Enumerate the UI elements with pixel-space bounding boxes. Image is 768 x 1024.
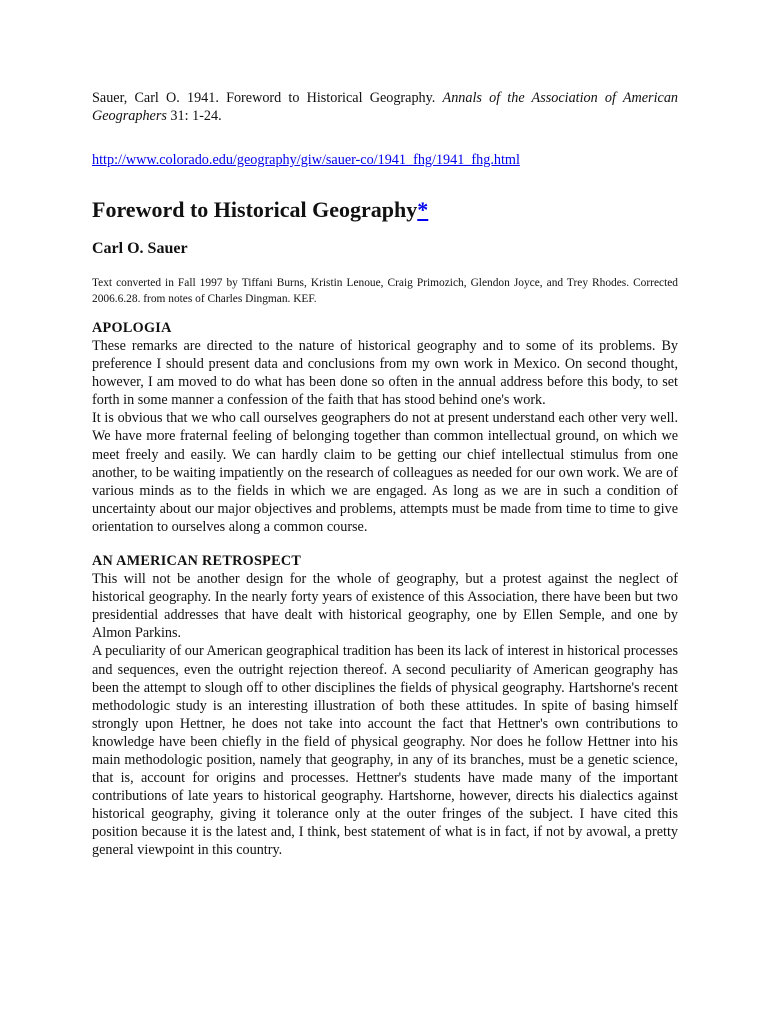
- page-title-text: Foreword to Historical Geography: [92, 197, 418, 222]
- paragraph: A peculiarity of our American geographical tradition has been its lack of interest in historical processes and sequences, even the outright rejection thereof. A second peculiarity of American geography has been the attempt to slough off to other disciplines the fields of physical geography. Hartshorne's recent methodologic study is an interesting illustration of both these attitudes. In spite of basing himself strongly upon Hettner, he does not take into account the fact that Hettner's own contributions to knowledge have been chiefly in the field of physical geography. Nor does he follow Hettner into his main methodologic position, namely that geography, in any of its branches, must be a genetic science, that is, account for origins and processes. Hettner's students have made many of the important contributions of late years to historical geography. Hartshorne, however, directs his dialectics against historical geography, giving it tolerance only at the outer fringes of the subject. I have cited this position because it is the latest and, I think, best statement of what is in fact, if not by avowal, a pretty general viewpoint in this country.: [92, 643, 678, 859]
- section-heading-apologia: APOLOGIA: [92, 320, 172, 336]
- page-title: [92, 196, 678, 224]
- citation-volume-pages: 31: 1-24.: [170, 108, 222, 124]
- paragraph: It is obvious that we who call ourselves geographers do not at present understand each other very well. We have more fraternal feeling of belonging together than common intellectual ground, on which we meet freely and easily. We can hardly claim to be getting our chief intellectual stimulus from one another, to be waiting impatiently on the research of colleagues as needed for our own work. We are of various minds as to the fields in which we are engaged. As long as we are in such a condition of uncertainty about our major objectives and problems, attempts must be made from time to time to give orientation to ourselves along a common course.: [92, 410, 678, 535]
- paragraph: These remarks are directed to the nature of historical geography and to some of its problems. By preference I should present data and conclusions from my own work in Mexico. On second thought, however, I am moved to do what has been done so often in the annual address before this body, to set forth in some manner a confession of the faith that has stood behind one's work.: [92, 338, 678, 409]
- document-page: [92, 89, 678, 860]
- citation: [92, 89, 678, 125]
- conversion-note: Text converted in Fall 1997 by Tiffani Burns, Kristin Lenoue, Craig Primozich, Glendon Joyce, and Trey Rhodes. Corrected 2006.6.28. from notes of Charles Dingman. KEF.: [92, 277, 678, 305]
- section-heading-american-retrospect: AN AMERICAN RETROSPECT: [92, 553, 302, 570]
- citation-journal: Annals of the Association of American Geographers: [92, 90, 679, 124]
- author-name: Carl O. Sauer: [92, 240, 188, 257]
- source-url-link[interactable]: http://www.colorado.edu/geography/giw/sauer-co/1941_fhg/1941_fhg.html: [92, 152, 520, 168]
- paragraph: This will not be another design for the whole of geography, but a protest against the neglect of historical geography. In the nearly forty years of existence of this Association, there have been but two presidential addresses that have dealt with historical geography, one by Ellen Semple, and one by Almon Parkins.: [92, 571, 678, 642]
- citation-authors-year: Sauer, Carl O. 1941. Foreword to Historical Geography.: [92, 90, 436, 106]
- title-footnote-link[interactable]: *: [417, 197, 429, 222]
